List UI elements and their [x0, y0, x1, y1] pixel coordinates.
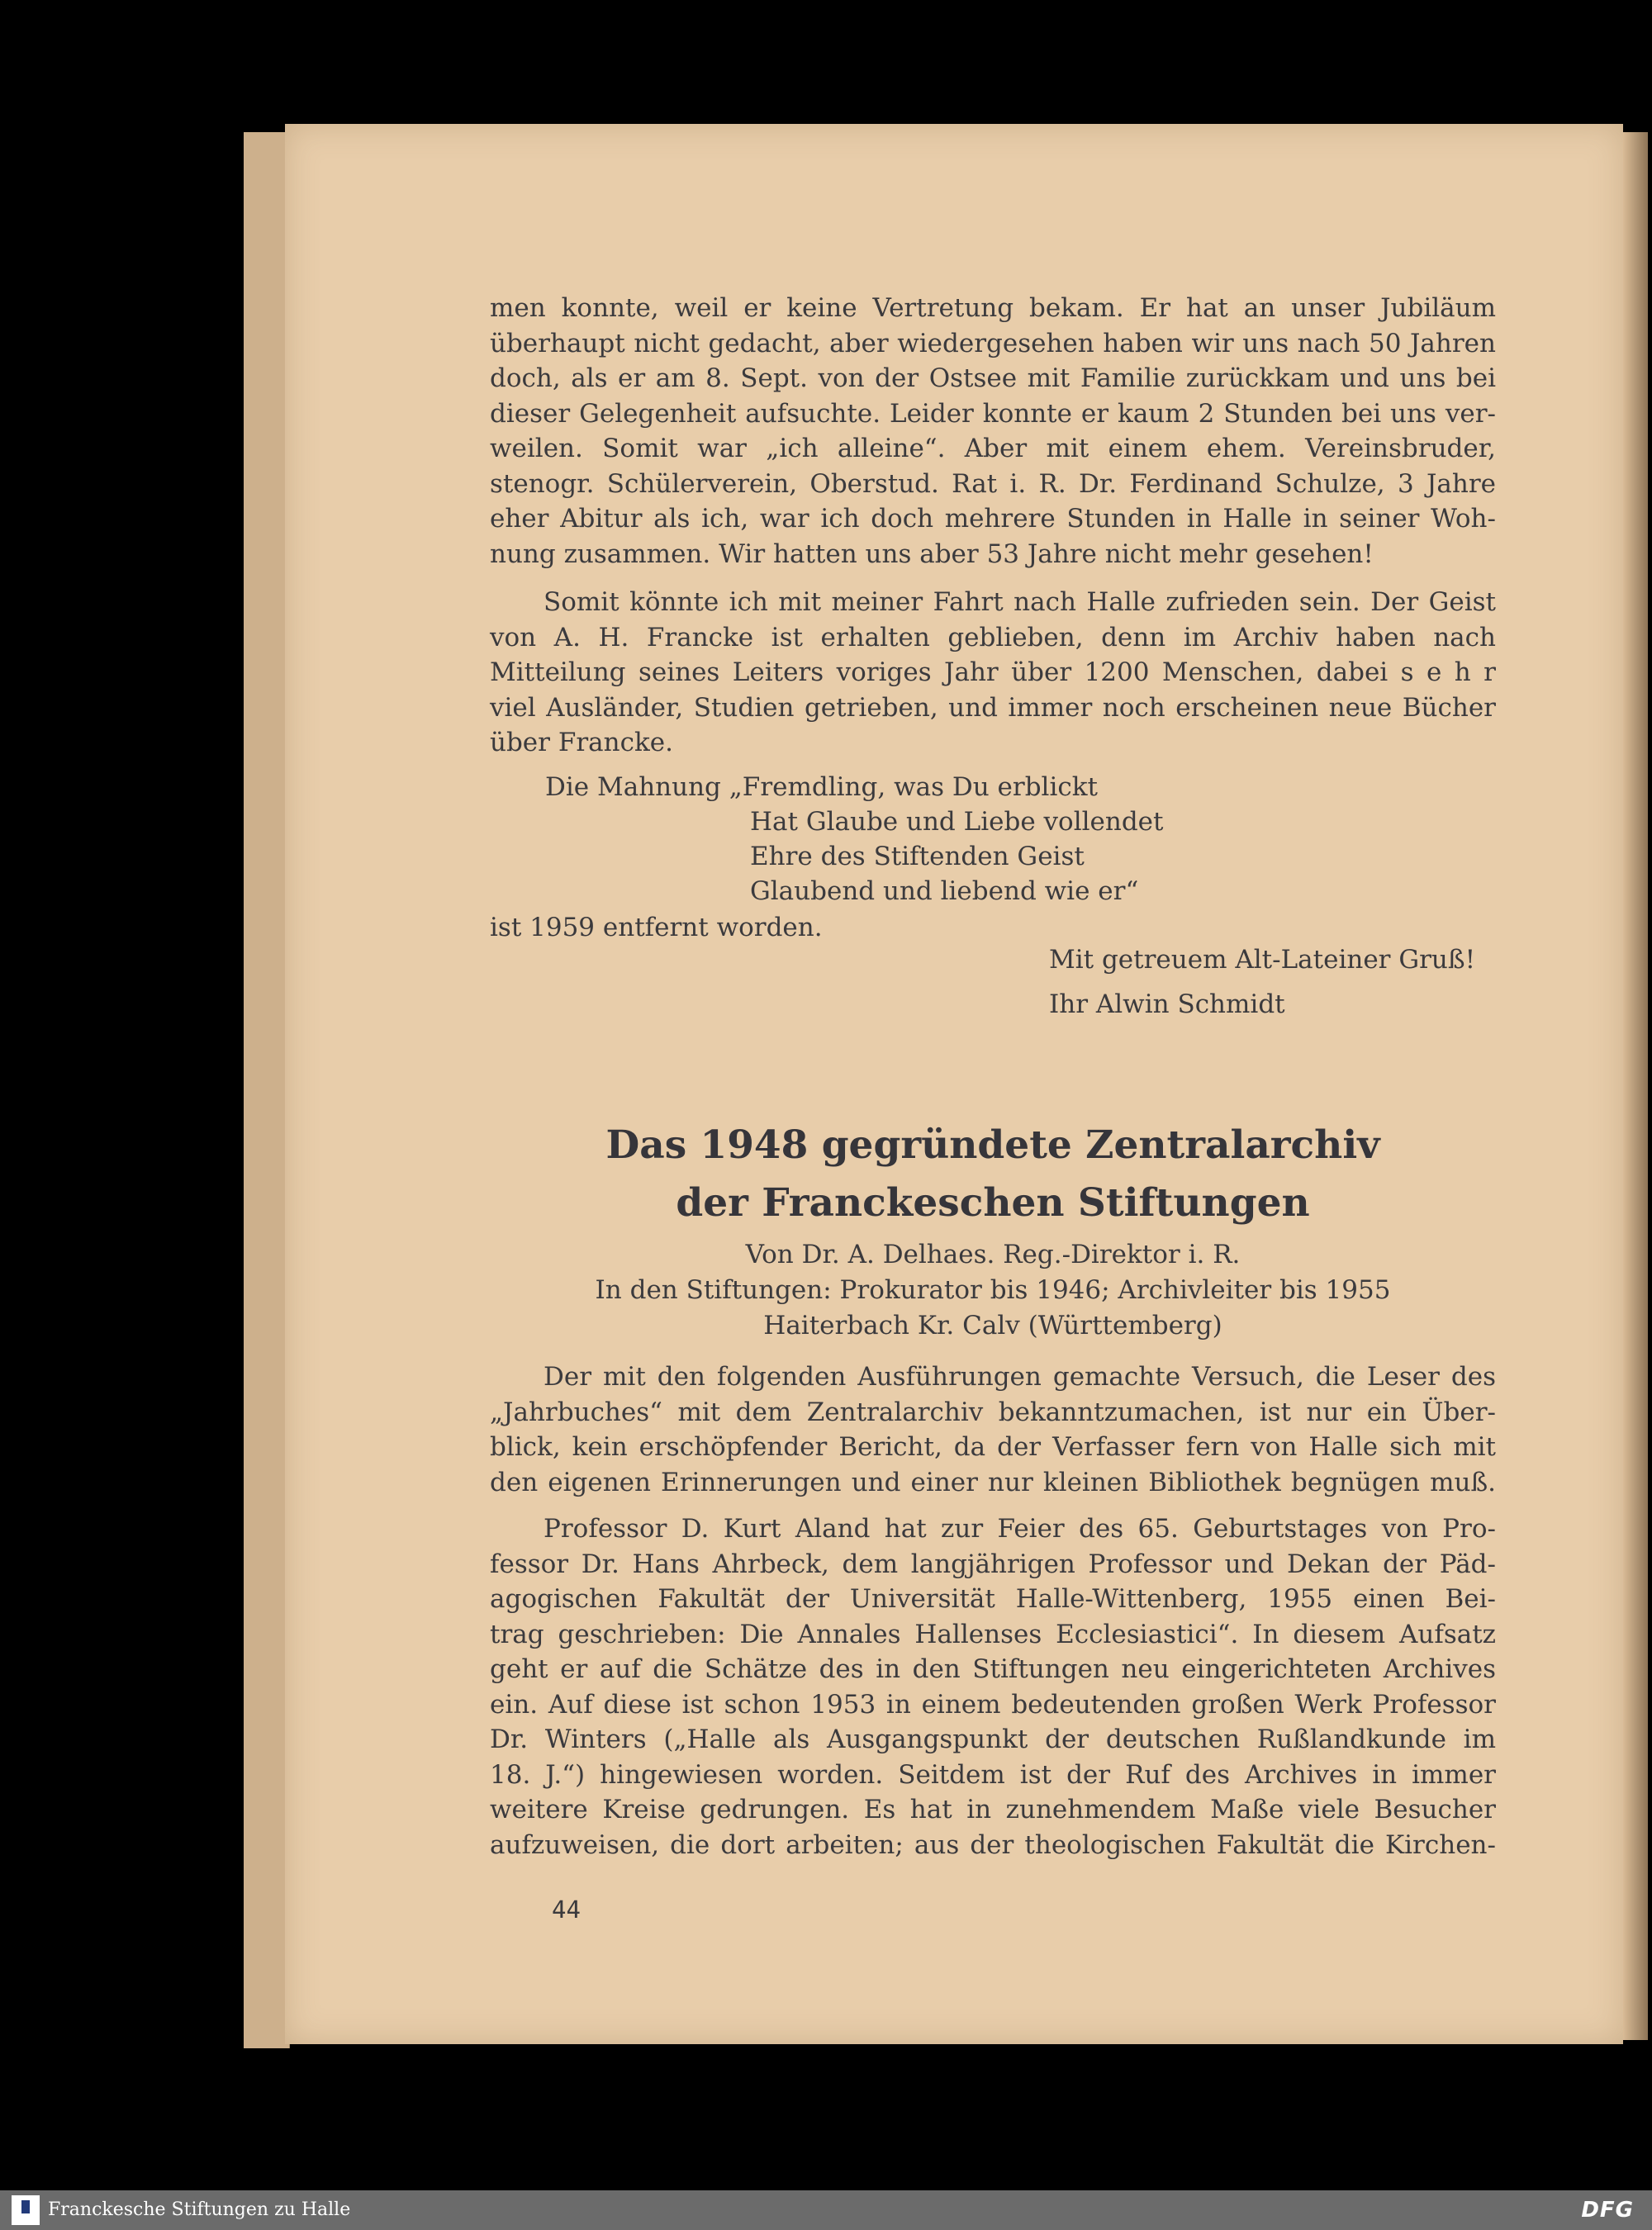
paragraph-aland: [490, 1511, 1496, 1862]
closing-greeting: Mit getreuem Alt-Lateiner Gruß!: [1049, 945, 1476, 975]
poem-line: Ehre des Stiftenden Geist: [750, 842, 1085, 871]
text-line: eher Abitur als ich, war ich doch mehrere Stunden in Halle in seiner Woh-: [490, 504, 1496, 534]
viewer-footer: [0, 2190, 1652, 2230]
text-line: ein. Auf diese ist schon 1953 in einem bedeutenden großen Werk Professor: [490, 1689, 1496, 1720]
text-line: weitere Kreise gedrungen. Es hat in zunehmendem Maße viele Besucher: [490, 1795, 1496, 1824]
poem-line: Hat Glaube und Liebe vollendet: [750, 807, 1164, 837]
byline-line: Von Dr. A. Delhaes. Reg.-Direktor i. R.: [745, 1240, 1241, 1269]
text-line: 18. J.“) hingewiesen worden. Seitdem ist der Ruf des Archives in immer: [490, 1759, 1496, 1790]
text-line: blick, kein erschöpfender Bericht, da der Verfasser fern von Halle sich mit: [490, 1432, 1496, 1462]
byline-line: Haiterbach Kr. Calv (Württemberg): [763, 1311, 1222, 1340]
article-title-line: der Franckeschen Stiftungen: [676, 1180, 1310, 1226]
text-line: Mitteilung seines Leiters voriges Jahr über 1200 Menschen, dabei s e h r: [490, 657, 1496, 687]
text-line: fessor Dr. Hans Ahrbeck, dem langjährigen Professor und Dekan der Päd-: [490, 1549, 1496, 1579]
paragraph-archive-visitors: [490, 585, 1496, 761]
article-title: [490, 1117, 1496, 1232]
facing-page-edge: [1623, 132, 1648, 2040]
byline-line: In den Stiftungen: Prokurator bis 1946; Archivleiter bis 1955: [595, 1275, 1391, 1305]
poem-line: Glaubend und liebend wie er“: [750, 876, 1139, 906]
text-line: agogischen Fakultät der Universität Halle-Wittenberg, 1955 einen Bei-: [490, 1584, 1496, 1614]
text-line: über Francke.: [490, 728, 673, 757]
institution-logo-icon[interactable]: [12, 2195, 40, 2225]
poem-outro: ist 1959 entfernt worden.: [490, 913, 823, 942]
article-byline: [490, 1237, 1496, 1344]
text-line: Somit könnte ich mit meiner Fahrt nach Halle zufrieden sein. Der Geist: [544, 587, 1496, 617]
footer-title[interactable]: Franckesche Stiftungen zu Halle: [48, 2199, 351, 2220]
text-line: Der mit den folgenden Ausführungen gemachte Versuch, die Leser des: [544, 1362, 1496, 1392]
poem-intro: Die Mahnung „Fremdling, was Du erblickt: [545, 772, 1098, 802]
text-line: aufzuweisen, die dort arbeiten; aus der theologischen Fakultät die Kirchen-: [490, 1829, 1496, 1860]
page-number: 44: [552, 1896, 581, 1924]
text-line: überhaupt nicht gedacht, aber wiedergesehen haben wir uns nach 50 Jahren: [490, 328, 1496, 358]
text-line: „Jahrbuches“ mit dem Zentralarchiv bekanntzumachen, ist nur ein Über-: [490, 1397, 1496, 1427]
text-line: geht er auf die Schätze des in den Stiftungen neu eingerichteten Archives: [490, 1654, 1496, 1684]
text-line: viel Ausländer, Studien getrieben, und immer noch erscheinen neue Bücher: [490, 692, 1496, 723]
text-line: stenogr. Schülerverein, Oberstud. Rat i. R. Dr. Ferdinand Schulze, 3 Jahre: [490, 468, 1496, 499]
text-line: doch, als er am 8. Sept. von der Ostsee mit Familie zurückkam und uns bei: [490, 363, 1496, 393]
text-line: Dr. Winters („Halle als Ausgangspunkt der deutschen Rußlandkunde im: [490, 1725, 1496, 1754]
closing-signature: Ihr Alwin Schmidt: [1049, 989, 1285, 1019]
article-title-line: Das 1948 gegründete Zentralarchiv: [605, 1122, 1380, 1168]
dfg-logo[interactable]: DFG: [1581, 2198, 1634, 2223]
logo-mark: [21, 2200, 30, 2213]
text-line: men konnte, weil er keine Vertretung bekam. Er hat an unser Jubiläum: [490, 293, 1496, 323]
text-line: nung zusammen. Wir hatten uns aber 53 Jahre nicht mehr gesehen!: [490, 539, 1374, 569]
text-line: Professor D. Kurt Aland hat zur Feier des 65. Geburtstages von Pro-: [544, 1514, 1496, 1544]
text-line: dieser Gelegenheit aufsuchte. Leider konnte er kaum 2 Stunden bei uns ver-: [490, 398, 1496, 429]
text-line: weilen. Somit war „ich alleine“. Aber mit einem ehem. Vereinsbruder,: [490, 434, 1496, 463]
text-line: den eigenen Erinnerungen und einer nur kleinen Bibliothek begnügen muß.: [490, 1467, 1496, 1497]
text-line: von A. H. Francke ist erhalten geblieben, denn im Archiv haben nach: [490, 622, 1496, 652]
text-line: trag geschrieben: Die Annales Hallenses Ecclesiastici“. In diesem Aufsatz: [490, 1619, 1496, 1649]
paragraph-intro: [490, 1359, 1496, 1500]
paragraph-letter-continued: [490, 291, 1496, 572]
